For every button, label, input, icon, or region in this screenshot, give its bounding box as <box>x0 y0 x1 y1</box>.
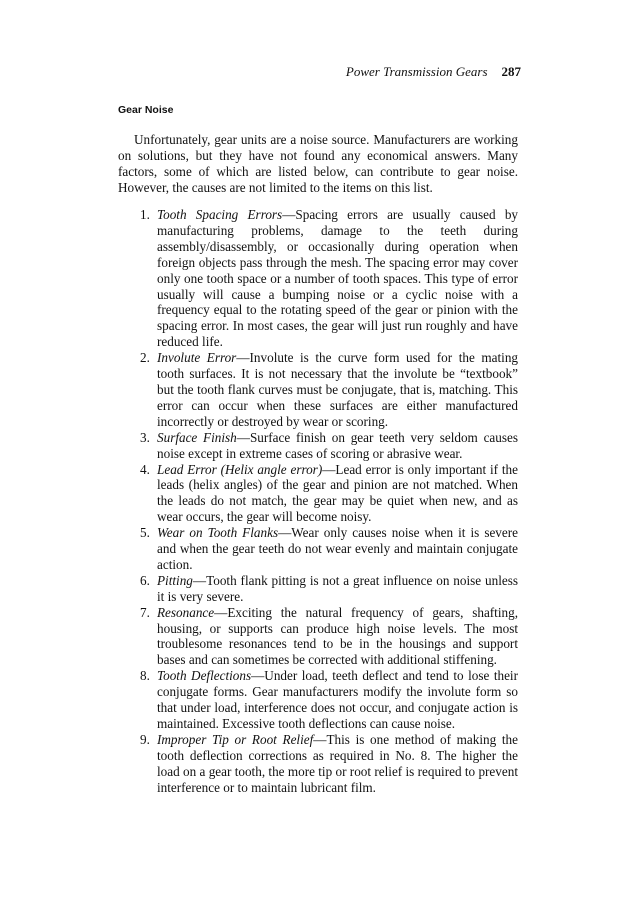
page-number: 287 <box>501 64 521 79</box>
list-item <box>118 207 518 350</box>
list-item <box>118 525 518 573</box>
list-item <box>118 605 518 669</box>
list-item-title: Resonance <box>157 604 215 620</box>
list-item-title: Involute Error <box>157 350 237 366</box>
list-item-text: —Under load, teeth deflect and tend to lose their conjugate forms. Gear manufacturers modify the involute form so that under load, interference does not occur, and conjugate action is maintained. Excessive tooth deflections can cause noise. <box>157 668 518 731</box>
list-item-number: 8. <box>140 668 150 684</box>
list-item-text: —Spacing errors are usually caused by manufacturing problems, damage to the teeth during assembly/disassembly, or occasionally during operation when foreign objects pass through the mesh. The spacing error may cover only one tooth space or a number of tooth spaces. This type of error usually will cause a bumping noise or a cyclic noise with a frequency equal to the rotating speed of the gear or pinion with the spacing error. In most cases, the gear will just run roughly and have reduced life. <box>157 207 519 350</box>
list-item-text: —This is one method of making the tooth deflection corrections as required in No. 8. The higher the load on a gear tooth, the more tip or root relief is required to prevent interference or to maintain lubricant film. <box>157 731 518 795</box>
list-item <box>118 430 518 462</box>
list-item-number: 6. <box>140 572 150 588</box>
list-item-number: 9. <box>140 731 150 747</box>
list-item-title: Tooth Deflections <box>157 668 252 684</box>
intro-paragraph: Unfortunately, gear units are a noise source. Manufacturers are working on solutions, but they have not found any economical answers. Many factors, some of which are listed below, can contribute to gear noise. However, the causes are not limited to the items on this list. <box>118 132 518 195</box>
noise-factor-list <box>118 207 518 796</box>
list-item-text: —Involute is the curve form used for the mating tooth surfaces. It is not necessary that the involute be “textbook” but the tooth flank curves must be conjugate, that is, matching. This error can occur when these surfaces are either manufactured incorrectly or destroyed by wear or scoring. <box>157 350 519 429</box>
list-item-title: Surface Finish <box>157 429 237 445</box>
list-item-text: —Tooth flank pitting is not a great influence on noise unless it is very severe. <box>157 572 518 604</box>
list-item-number: 5. <box>140 525 150 541</box>
list-item-title: Pitting <box>157 572 193 588</box>
list-item <box>118 668 518 732</box>
list-item-text: —Surface finish on gear teeth very seldom causes noise except in extreme cases of scoring or abrasive wear. <box>157 429 518 461</box>
list-item <box>118 732 518 796</box>
list-item-title: Tooth Spacing Errors <box>157 207 283 222</box>
list-item-text: —Wear only causes noise when it is severe and when the gear teeth do not wear evenly and maintain conjugate action. <box>157 525 518 572</box>
list-item <box>118 462 518 526</box>
list-item-number: 2. <box>140 350 150 366</box>
list-item-number: 3. <box>140 429 150 445</box>
list-item-text: —Lead error is only important if the leads (helix angles) of the gear and pinion are not matched. When the leads do not match, the gear may be quiet when new, and as wear occurs, the gear will become noisy. <box>157 461 518 525</box>
list-item-text: —Exciting the natural frequency of gears, shafting, housing, or supports can produce high noise levels. The most troublesome resonances tend to be in the housings and support bases and can sometimes be corrected with additional stiffening. <box>157 604 518 668</box>
list-item-title: Lead Error (Helix angle error) <box>157 461 323 477</box>
list-item <box>118 573 518 605</box>
section-heading: Gear Noise <box>118 104 174 116</box>
list-item <box>118 350 518 430</box>
list-item-number: 7. <box>140 604 150 620</box>
running-head-title: Power Transmission Gears <box>345 64 488 79</box>
list-item-number: 1. <box>140 207 150 222</box>
list-item-number: 4. <box>140 461 150 477</box>
list-item-title: Improper Tip or Root Relief <box>157 731 314 747</box>
running-head <box>346 64 521 80</box>
list-item-title: Wear on Tooth Flanks <box>157 525 279 541</box>
